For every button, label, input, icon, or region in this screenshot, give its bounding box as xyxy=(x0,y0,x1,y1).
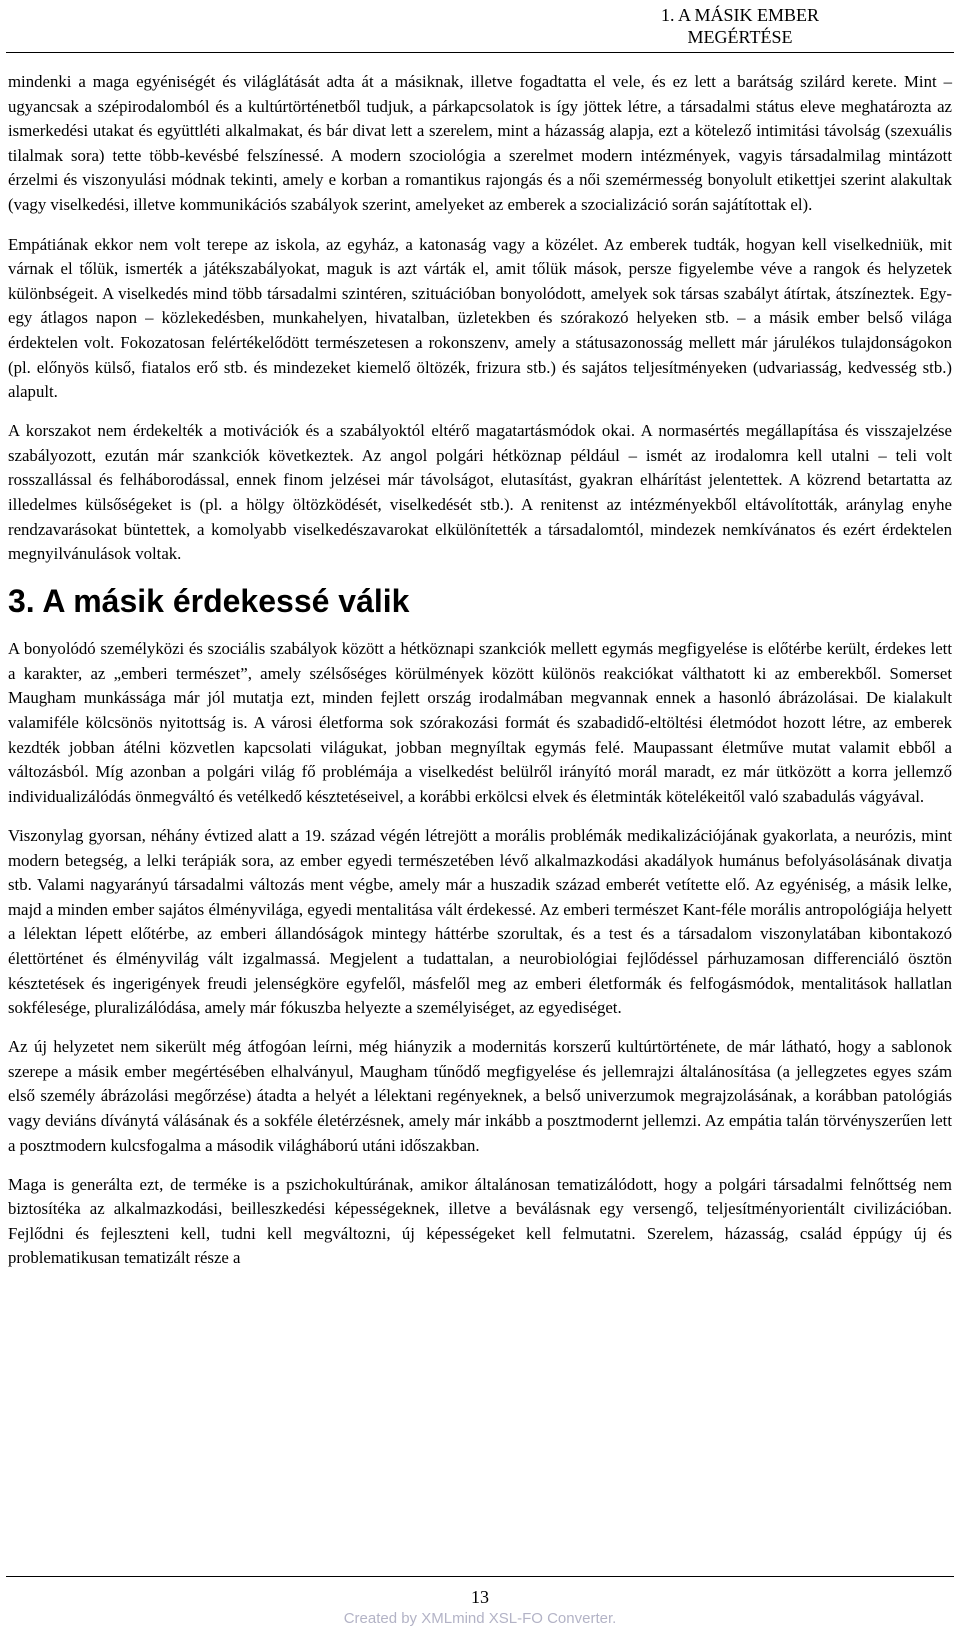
body-paragraph-2: Empátiának ekkor nem volt terepe az iskola, az egyház, a katonaság vagy a közélet. Az emberek tudták, hogyan kell viselkedniük, mit várnak el tőlük, ismerték a játékszabályokat, maguk is azt várták el, amit tőlük mások, persze figyelembe véve a rangok és helyzetek különbségeit. A viselkedés mind több társadalmi szintéren, szituációban bonyolódott, amelyek sok társas szabályt átírtak, átszíneztek. Egy-egy átlagos napon – közlekedésben, munkahelyen, hivatalban, üzletekben és szórakozó helyeken stb. – a másik ember belső világa érdektelen volt. Fokozatosan felértékelődött természetesen a rokonszenv, amely a státusazonosság mellett már járulékos tulajdonságokon (pl. előnyös külső, fiatalos erő stb. és mindezeket kiemelő öltözék, frizura stb.) és sajátos teljesítményeken (udvariasság, kedvesség stb.) alapult. xyxy=(8,234,952,402)
body-paragraph-4: A bonyolódó személyközi és szociális szabályok között a hétköznapi szankciók mellett egymás megfigyelése is előtérbe került, érdekes lett a karakter, az „emberi természet”, amely szélsőséges körülmények között különös reakciókat válthatott ki az emberekből. Somerset Maugham munkássága már jól mutatja ezt, minden fejlett ország irodalmában megvannak ennek a hasonló ábrázolásai. De kialakult valamiféle kölcsönös nyitottság is. A városi életforma sok szórakozási formát és szabadidő-eltöltési életmódot hozott létre, az emberek kezdték jobban átélni közvetlen kapcsolati világukat, jobban megnyíltak egymás felé. Maupassant életműve mutat valamit ebből a változásból. Míg azonban a polgári világ fő problémája a viselkedést belülről irányító morál maradt, ez már ütközött a korra jellemző individualizálódás önmegváltó és vetélkedő késztetéseivel, a korábbi erkölcsi elvek és életminták kötelékeitől való szabadulás vágyával. xyxy=(8,639,952,806)
header-divider xyxy=(6,52,954,53)
running-header-line-1: 1. A MÁSIK EMBER xyxy=(660,5,820,25)
watermark-brand: XMLmind XSL-FO Converter xyxy=(421,1610,613,1627)
body-paragraph-6: Az új helyzetet nem sikerült még átfogóan leírni, még hiányzik a modernitás korszerű kultúrtörténete, de már látható, hogy a sablonok szerepe a másik ember megértésében elhalványul, Maugham tűnődő megfigyelése és jellemrajzi általánosítása (a jellegzetes egyes szám első személy ábrázolási megőrzése) átadta a helyét a lélektani regényeknek, a belső univerzumok megrajzolásának, a korábban patológiás vagy deviáns díványtá válásának és a sokféle életérzésnek, amely már inkább a posztmodernt jellemzi. Az empátia talán törvényszerűen lett a posztmodern kulcsfogalma a második világháború utáni időszakban. xyxy=(8,1037,952,1155)
section-heading xyxy=(8,581,952,621)
page-body xyxy=(8,70,952,1286)
section-title: A másik érdekessé válik xyxy=(42,583,410,620)
body-paragraph-5: Viszonylag gyorsan, néhány évtized alatt a 19. század végén létrejött a morális problémák medikalizációjának gyakorlata, a neurózis, mint modern betegség, a lelki terápiák sora, az ember egyedi természetében lévő alkalmazkodási akadályok humánus befolyásolásának divatja stb. Valami nagyarányú társadalmi változás ment végbe, amely már a huszadik század emberét vetítette elő. Az egyéniség, a másik lelke, majd a minden ember sajátos élményvilága, egyedi mentalitása vált érdekessé. Az emberi természet Kant-féle morális antropológiája helyett a lélektan lépett előtérbe, az emberi állandóságok mintegy háttérbe szorultak, és a test és a társadalom viszonylatában kibontakozó élettörténet és élményvilág vált izgalmassá. Megjelent a tudattalan, a neurobiológiai fejlődéssel párhuzamosan differenciáló ösztön késztetések és ingerigények freudi jelenségköre egyfelől, másfelől meg az emberi életformák és felfogásmódok, mentalitások hallatlan sokfélesége, pluralizálódása, amely már fókuszba helyezte a személyiséget, az egyediséget. xyxy=(8,825,952,1018)
footer-divider xyxy=(6,1576,954,1577)
page-number: 13 xyxy=(471,1587,489,1607)
running-header-line-2: MEGÉRTÉSE xyxy=(687,27,793,47)
converter-watermark xyxy=(0,1610,960,1627)
body-paragraph-7: Maga is generálta ezt, de terméke is a pszichokultúrának, amikor általánosan tematizálódott, hogy a polgári társadalmi felnőttség nem biztosítéka az alkalmazkodási, beilleszkedési képességeknek, illetve a beválásnak egy versengő, teljesítményorientált civilizációban. Fejlődni és fejleszteni kell, tudni kell megváltozni, új képességeket kell felmutatni. Szerelem, házasság, család éppúgy új és problematikusan tematizált része a xyxy=(8,1174,952,1268)
watermark-suffix: . xyxy=(612,1610,617,1627)
watermark-prefix: Created by xyxy=(343,1610,422,1627)
section-number: 3. xyxy=(8,583,35,620)
running-header xyxy=(520,4,960,48)
body-paragraph-3: A korszakot nem érdekelték a motivációk és a szabályoktól eltérő magatartásmódok okai. A normasértés megállapítása és visszajelzése szabályozott, ezután már szankciók következtek. Az angol polgári hétköznap például – ismét az irodalomra kell utalni – teli volt rosszallással és felháborodással, ennek finom jelzései már távolságot, elutasítást, gyakran elhárítást jelentettek. A közrend betartatta az illedelmes külsőségeket is (pl. a hölgy öltözködését, viselkedését stb.). A renitenst az intézményekből eltávolították, aránylag enyhe rendzavarásokat büntettek, a komolyabb viselkedészavarokat elkülönítették a társadalomtól, mindezek nemkívánatos és ezért érdektelen megnyilvánulások voltak. xyxy=(8,421,952,564)
body-paragraph-1: mindenki a maga egyéniségét és világlátását adta át a másiknak, illetve fogadtatta el vele, és ez lett a barátság szilárd kerete. Mint – ugyancsak a szépirodalomból és a kultúrtörténetből tudjuk, a párkapcsolatok is így jöttek létre, a társadalmi státus eleve meghatározta az ismerkedési utakat és együttléti alkalmakat, és bár divat lett a szerelem, mint a házasság alapja, ezt a kötelező intimitási távolság (szexuális tilalmak sora) tette több-kevésbé felszínessé. A modern szociológia a szerelmet modern intézmények, vagyis társadalmilag mintázott érzelmi és viszonyulási módnak tekinti, amely e korban a romantikus rajongás és a női szemérmesség bonyolult etikettjei szerint alakultak (vagy viselkedési, illetve kommunikációs szabályok szerint, amelyeket az emberek a szocializáció során sajátítottak el). xyxy=(8,72,952,214)
